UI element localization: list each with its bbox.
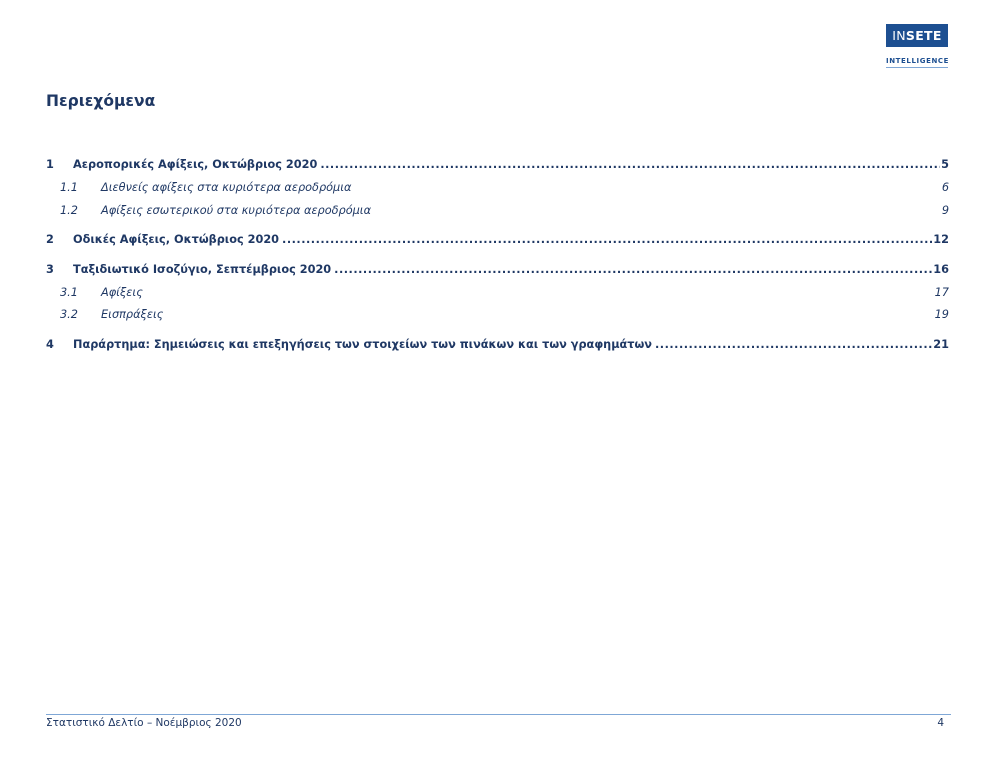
toc-entry[interactable]	[46, 232, 949, 248]
toc-entry-number: 3.2	[60, 308, 78, 321]
toc-subentry[interactable]	[46, 180, 949, 196]
toc-entry-label: Οδικές Αφίξεις, Οκτώβριος 2020	[73, 233, 280, 246]
toc-entry-page: 12	[933, 233, 949, 246]
toc-entry-number: 1.1	[60, 181, 78, 194]
toc-entry[interactable]	[46, 337, 949, 353]
toc-entry-number: 1.2	[60, 204, 78, 217]
footer-divider	[46, 714, 951, 715]
toc-entry[interactable]	[46, 262, 949, 278]
toc-entry-label: Αεροπορικές Αφίξεις, Οκτώβριος 2020	[73, 158, 318, 171]
toc-entry-page: 19	[934, 308, 949, 321]
toc-subentry[interactable]	[46, 203, 949, 219]
footer-title: Στατιστικό Δελτίο – Νοέμβριος 2020	[46, 717, 242, 729]
toc-entry[interactable]	[46, 157, 949, 173]
toc-dot-leader	[320, 157, 940, 173]
toc-entry-number: 3	[46, 263, 54, 276]
logo-text-sete: SETE	[905, 28, 942, 43]
toc-entry-number: 4	[46, 338, 54, 351]
footer-page-number: 4	[937, 717, 944, 729]
toc-dot-leader	[282, 232, 932, 248]
toc-subentry[interactable]	[46, 307, 949, 323]
toc-entry-number: 2	[46, 233, 54, 246]
logo-mark	[886, 24, 948, 47]
insete-logo	[886, 24, 948, 68]
toc-entry-page: 6	[941, 181, 949, 194]
toc-entry-page: 17	[934, 286, 949, 299]
toc-entry-label: Διεθνείς αφίξεις στα κυριότερα αεροδρόμια	[101, 181, 352, 194]
toc-entry-page: 16	[933, 263, 949, 276]
toc-dot-leader	[334, 262, 932, 278]
logo-subtitle: INTELLIGENCE	[886, 57, 948, 68]
page-title: Περιεχόμενα	[46, 92, 156, 110]
toc-subentry[interactable]	[46, 285, 949, 301]
toc-dot-leader	[655, 337, 932, 353]
toc-entry-label: Ταξιδιωτικό Ισοζύγιο, Σεπτέμβριος 2020	[73, 263, 332, 276]
toc-entry-page: 9	[941, 204, 949, 217]
toc-entry-label: Αφίξεις	[101, 286, 143, 299]
toc-entry-label: Εισπράξεις	[101, 308, 164, 321]
logo-text-in: IN	[892, 28, 906, 43]
toc-entry-number: 3.1	[60, 286, 78, 299]
toc-entry-page: 5	[941, 158, 949, 171]
toc-entry-label: Αφίξεις εσωτερικού στα κυριότερα αεροδρόμια	[101, 204, 372, 217]
toc-entry-label: Παράρτημα: Σημειώσεις και επεξηγήσεις των στοιχείων των πινάκων και των γραφημάτων	[73, 338, 652, 351]
toc-entry-page: 21	[933, 338, 949, 351]
toc-entry-number: 1	[46, 158, 54, 171]
